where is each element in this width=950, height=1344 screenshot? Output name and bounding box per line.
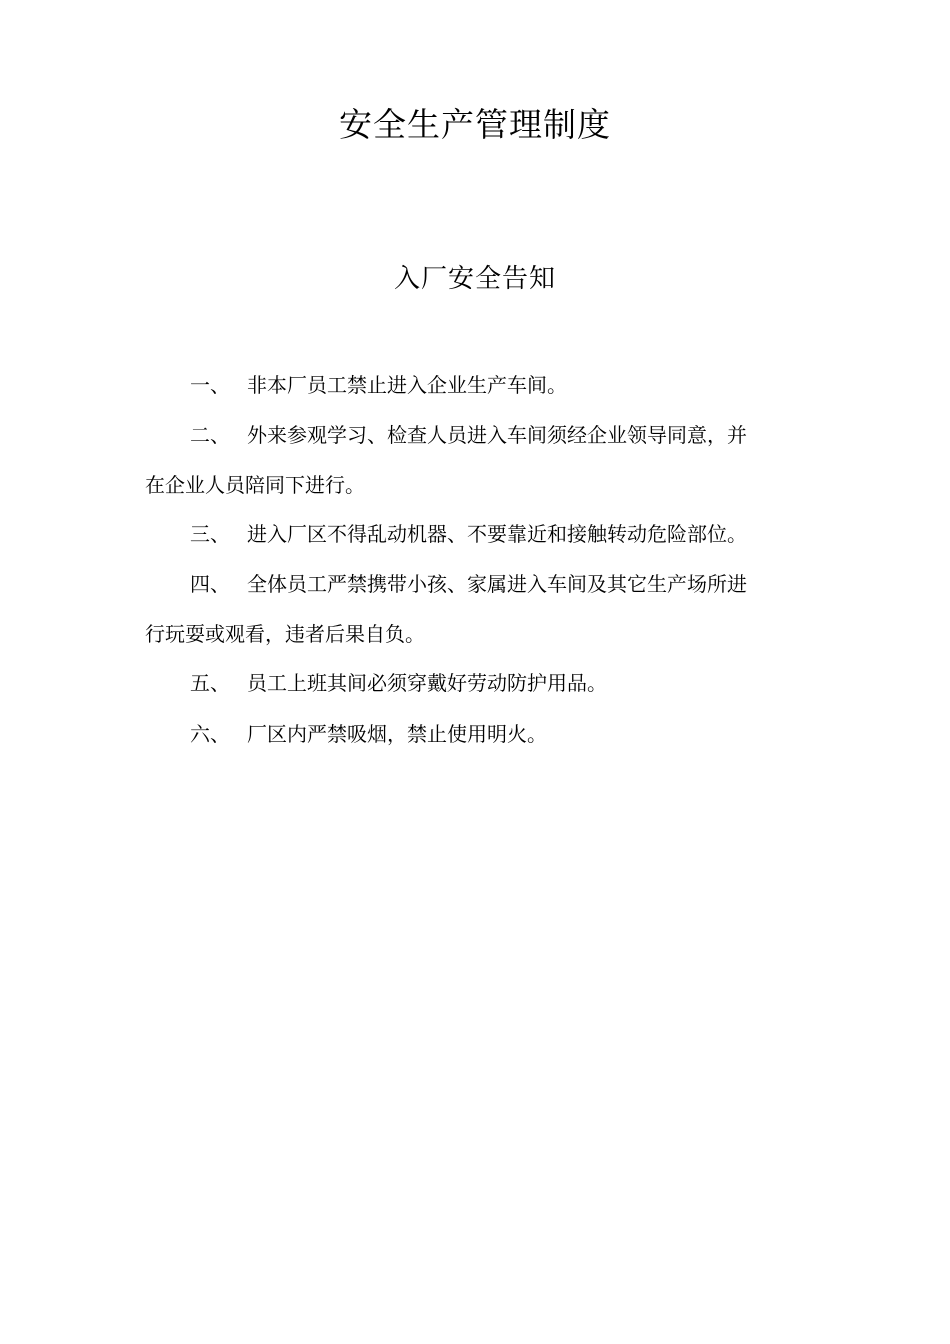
- item-text: 员工上班其间必须穿戴好劳动防护用品。: [247, 671, 607, 695]
- item-text: 全体员工严禁携带小孩、家属进入车间及其它生产场所进: [247, 572, 747, 596]
- item-text: 厂区内严禁吸烟，禁止使用明火。: [247, 722, 547, 746]
- item-number: 五、: [190, 671, 230, 695]
- item-text: 进入厂区不得乱动机器、不要靠近和接触转动危险部位。: [247, 522, 747, 546]
- item-number: 一、: [190, 373, 230, 397]
- document-title: 安全生产管理制度: [339, 105, 611, 144]
- item-number: 四、: [190, 572, 230, 596]
- section-title: 入厂安全告知: [393, 264, 556, 294]
- item-number: 三、: [190, 522, 230, 546]
- item-text: 非本厂员工禁止进入企业生产车间。: [247, 373, 567, 397]
- item-number: 二、: [190, 423, 230, 447]
- item-text: 外来参观学习、检查人员进入车间须经企业领导同意，并: [247, 423, 747, 447]
- item-number: 六、: [190, 722, 230, 746]
- item-text-continuation: 在企业人员陪同下进行。: [145, 473, 365, 497]
- item-text-continuation: 行玩耍或观看，违者后果自负。: [145, 622, 425, 646]
